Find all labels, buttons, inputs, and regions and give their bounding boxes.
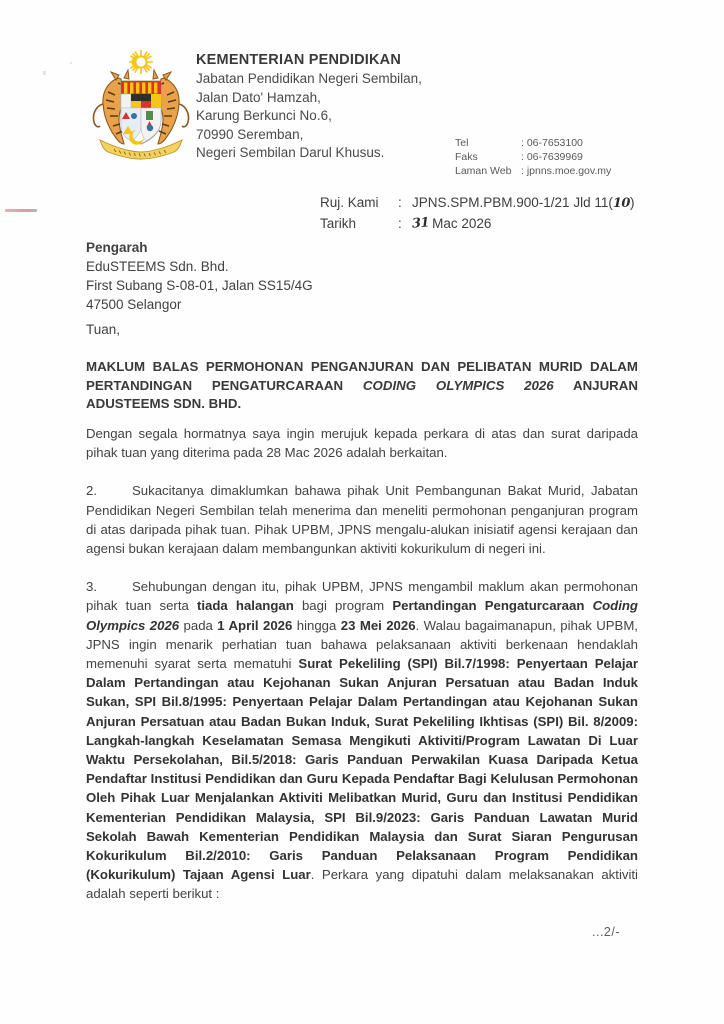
reference-number-row [320, 193, 634, 214]
contact-label: Faks [455, 151, 478, 163]
p3-segment-2: bagi program [293, 598, 393, 614]
p3-segment-3: pada [179, 617, 218, 633]
contact-value: : 06-7653100 [521, 137, 583, 149]
reference-label: Ruj. Kami [320, 195, 379, 210]
p3-bold-circulars-list: Surat Pekeliling (SPI) Bil.7/1998: Penyertaan Pelajar Dalam Pertandingan atau Kejohanan Sukan Anjuran Persatuan atau Badan Induk Sukan, SPI Bil.8/1995: Penyertaan Pelajar Dalam Pertandingan atau Kejohanan Sukan Anjuran Persatuan atau Badan Bukan Induk, Surat Pekeliling Ikhtisas (SPI) Bil. 8/2009: Langkah-langkah Keselamatan Semasa Mengikuti Aktiviti/Program Lawatan Di Luar Waktu Persekolahan, Bil.5/2018: Garis Panduan Perwakilan Kuasa Daripada Ketua Pendaftar Institusi Pendidikan dan Guru Kepada Pendaftar Bagi Kelulusan Permohonan Oleh Pihak Luar Menjalankan Aktiviti Melibatkan Murid, Guru dan Institusi Pendidikan Kementerian Pendidikan Malaysia, SPI Bil.9/2023: Garis Panduan Lawatan Murid Sekolah Bawah Kementerian Pendidikan Malaysia dan Surat Siaran Pengurusan Kokurikulum Bil.2/2010: Garis Panduan Pelaksanaan Program Pendidikan (Kokurikulum) Tajaan Agensi Luar [86, 656, 638, 883]
p3-bold-end-date: 23 Mei 2026 [340, 617, 416, 633]
handwritten-date-day: 31 [411, 215, 430, 232]
paragraph-3 [86, 577, 638, 903]
p3-segment-6: . Perkara yang dipatuhi dalam melaksanakan aktiviti adalah seperti berikut : [86, 867, 638, 902]
reference-block [320, 193, 634, 235]
letter-body [86, 424, 638, 923]
recipient-line: First Subang S-08-01, Jalan SS15/4G [86, 278, 313, 293]
p3-bold-tiada-halangan: tiada halangan [196, 598, 294, 614]
contact-value: : 06-7639969 [521, 151, 583, 163]
contact-row-fax [455, 150, 611, 164]
contact-label: Laman Web [455, 165, 512, 177]
paragraph-3-number: 3. [86, 579, 97, 595]
shield [121, 81, 161, 145]
recipient-title: Pengarah [86, 240, 148, 255]
contact-value: : jpnns.moe.gov.my [521, 165, 612, 177]
recipient-line: 47500 Selangor [86, 297, 182, 312]
recipient-address [86, 238, 313, 314]
date-label: Tarikh [320, 216, 357, 231]
organisation-block [196, 52, 456, 163]
date-row [320, 214, 634, 235]
address-line: Jabatan Pendidikan Negeri Sembilan, [196, 71, 422, 86]
subject-heading [86, 358, 638, 414]
paragraph-2-number: 2. [86, 483, 97, 499]
organisation-name: KEMENTERIAN PENDIDIKAN [196, 52, 401, 68]
address-line: Karung Berkunci No.6, [196, 108, 332, 123]
address-line: 70990 Seremban, [196, 126, 304, 142]
address-line: Negeri Sembilan Darul Khusus. [196, 145, 385, 160]
p3-bold-program-name: Pertandingan Pengaturcaraan [392, 598, 593, 614]
address-line: Jalan Dato' Hamzah, [196, 89, 321, 105]
date-value: 31 Mac 2026 [412, 214, 491, 235]
paragraph-1-text: Dengan segala hormatnya saya ingin merujuk kepada perkara di atas dan surat daripada pihak tuan yang diterima pada 28 Mac 2026 adalah berkaitan. [86, 426, 638, 461]
salutation: Tuan, [86, 322, 121, 337]
paragraph-2-text: Sukacitanya dimaklumkan bahawa pihak Unit Pembangunan Bakat Murid, Jabatan Pendidikan Negeri Sembilan telah menerima dan meneliti permohonan penganjuran program di atas daripada pihak tuan. Pihak UPBM, JPNS mengalu-alukan inisiatif agensi kerajaan dan agensi bukan kerajaan dalam membangunkan aktiviti kokurikulum di negeri ini. [86, 483, 638, 557]
p3-bold-start-date: 1 April 2026 [217, 617, 293, 633]
subject-part-2: ANJURAN ADUSTEEMS SDN. BHD. [86, 377, 638, 411]
subject-italic-title: CODING OLYMPICS 2026 [362, 377, 554, 393]
contact-details [455, 136, 611, 178]
date-colon: : [398, 216, 402, 231]
reference-number: JPNS.SPM.PBM.900-1/21 Jld 11(10) [412, 195, 635, 211]
page-continuation-marker: ...2/- [592, 925, 621, 939]
contact-label: Tel [455, 137, 469, 149]
recipient-line: EduSTEEMS Sdn. Bhd. [86, 259, 229, 274]
contact-row-website [455, 164, 611, 178]
p3-segment-5: . Walau bagaimanapun, pihak UPBM, JPNS ingin menarik perhatian tuan bahawa pelaksanaan aktiviti berkenaan hendaklah memenuhi syarat serta mematuhi [86, 617, 638, 672]
handwritten-reference-suffix: 10 [612, 196, 630, 211]
subject-part-1: MAKLUM BALAS PERMOHONAN PENGANJURAN DAN PELIBATAN MURID DALAM PERTANDINGAN PENGATURCARAAN [86, 359, 638, 393]
contact-row-tel [455, 136, 611, 150]
letterhead [0, 44, 724, 177]
p3-bold-italic-event-title: Coding Olympics 2026 [86, 598, 638, 633]
p3-segment-4: hingga [292, 617, 341, 633]
scan-artifact-mark [5, 209, 37, 212]
malaysia-coat-of-arms-icon [88, 48, 194, 160]
paragraph-1 [86, 424, 638, 462]
paragraph-2 [86, 481, 638, 558]
p3-segment-1: Sehubungan dengan itu, pihak UPBM, JPNS mengambil maklum akan permohonan pihak tuan serta [86, 579, 638, 614]
reference-colon: : [398, 195, 402, 210]
